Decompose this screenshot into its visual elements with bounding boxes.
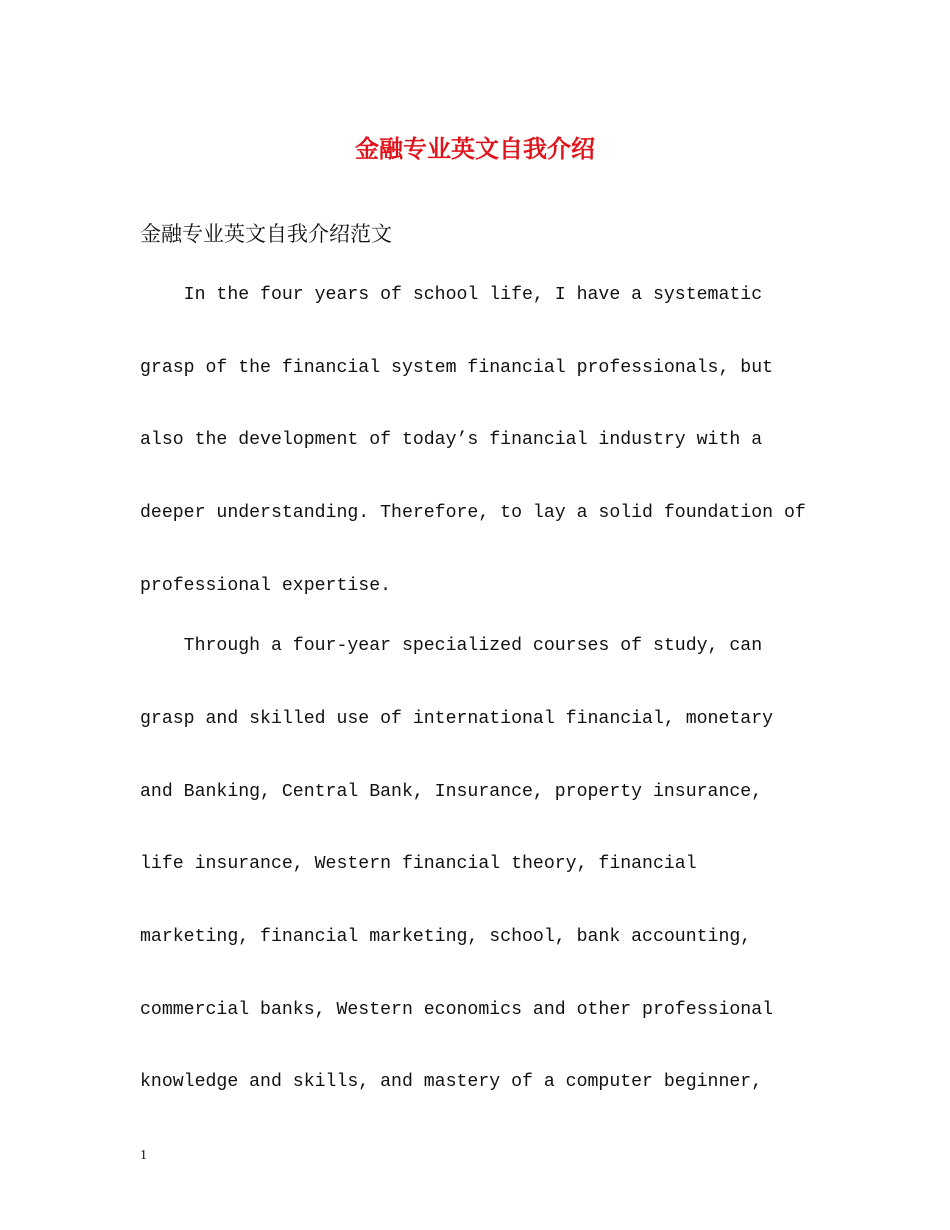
body-line: In the four years of school life, I have a systematic [140,285,763,305]
body-line: Through a four-year specialized courses of study, can [140,636,763,656]
body-line: life insurance, Western financial theory, financial [140,854,697,874]
body-line: deeper understanding. Therefore, to lay a solid foundation of [140,503,806,523]
body-line: professional expertise. [140,576,392,596]
body-line: also the development of today’s financial industry with a [140,430,763,450]
page-number: 1 [140,1148,147,1163]
body-line: and Banking, Central Bank, Insurance, property insurance, [140,782,763,802]
body-line: grasp of the financial system financial professionals, but [140,358,774,378]
body-line: marketing, financial marketing, school, bank accounting, [140,927,752,947]
document-title: 金融专业英文自我介绍 [355,134,595,163]
body-line: knowledge and skills, and mastery of a computer beginner, [140,1072,763,1092]
body-line: commercial banks, Western economics and other professional [140,1000,774,1020]
body-line: grasp and skilled use of international financial, monetary [140,709,774,729]
document-subtitle: 金融专业英文自我介绍范文 [140,222,392,246]
